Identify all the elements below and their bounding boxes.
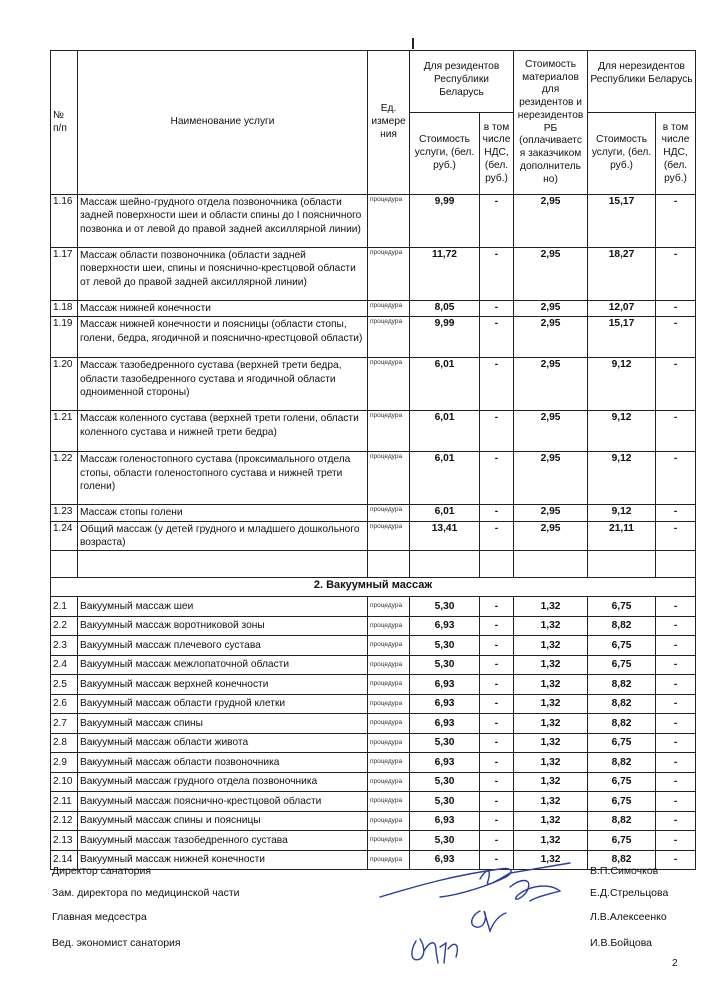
materials-cost: 2,95 xyxy=(514,195,588,248)
nonresident-vat: - xyxy=(656,831,696,851)
resident-cost: 9,99 xyxy=(410,317,480,358)
resident-cost: 6,93 xyxy=(410,850,480,870)
resident-vat: - xyxy=(480,195,514,248)
signatory-title: Зам. директора по медицинской части xyxy=(52,887,240,899)
service-name: Массаж нижней конечности xyxy=(78,301,368,317)
nonresident-cost: 6,75 xyxy=(588,831,656,851)
materials-cost: 1,32 xyxy=(514,675,588,695)
section-title: 2. Вакуумный массаж xyxy=(51,578,696,597)
unit-label: процедура xyxy=(368,248,410,301)
section-row xyxy=(51,578,696,597)
materials-cost: 2,95 xyxy=(514,301,588,317)
nonresident-vat: - xyxy=(656,772,696,792)
unit-label: процедура xyxy=(368,358,410,411)
signatory-title: Главная медсестра xyxy=(52,911,147,923)
row-number: 1.21 xyxy=(51,411,78,452)
resident-vat: - xyxy=(480,714,514,734)
service-name: Вакуумный массаж грудного отдела позвоночника xyxy=(78,772,368,792)
resident-cost: 6,93 xyxy=(410,753,480,773)
resident-cost: 6,01 xyxy=(410,452,480,505)
resident-cost: 11,72 xyxy=(410,248,480,301)
table-row xyxy=(51,772,696,792)
resident-vat: - xyxy=(480,831,514,851)
table-row xyxy=(51,714,696,734)
resident-vat: - xyxy=(480,733,514,753)
nonresident-cost: 8,82 xyxy=(588,675,656,695)
row-number: 2.4 xyxy=(51,655,78,675)
resident-vat: - xyxy=(480,636,514,656)
table-row xyxy=(51,733,696,753)
nonresident-vat: - xyxy=(656,358,696,411)
resident-cost: 6,01 xyxy=(410,411,480,452)
materials-cost: 1,32 xyxy=(514,694,588,714)
nonresident-cost: 8,82 xyxy=(588,694,656,714)
unit-label: процедура xyxy=(368,733,410,753)
table-row xyxy=(51,452,696,505)
nonresident-cost: 15,17 xyxy=(588,317,656,358)
table-row xyxy=(51,792,696,812)
nonresident-vat: - xyxy=(656,616,696,636)
massage-rows xyxy=(51,195,696,551)
table-row xyxy=(51,195,696,248)
resident-cost: 5,30 xyxy=(410,792,480,812)
unit-label: процедура xyxy=(368,714,410,734)
service-name: Вакуумный массаж шеи xyxy=(78,597,368,617)
blank-row xyxy=(51,551,696,578)
header-res-vat: в том числе НДС, (бел. руб.) xyxy=(480,113,514,195)
unit-label: процедура xyxy=(368,452,410,505)
service-name: Вакуумный массаж плечевого сустава xyxy=(78,636,368,656)
service-name: Вакуумный массаж тазобедренного сустава xyxy=(78,831,368,851)
row-number: 1.23 xyxy=(51,505,78,521)
unit-label: процедура xyxy=(368,521,410,551)
resident-vat: - xyxy=(480,694,514,714)
row-number: 2.5 xyxy=(51,675,78,695)
row-number: 2.7 xyxy=(51,714,78,734)
page-number: 2 xyxy=(672,958,678,969)
row-number: 2.6 xyxy=(51,694,78,714)
nonresident-vat: - xyxy=(656,850,696,870)
service-name: Вакуумный массаж межлопаточной области xyxy=(78,655,368,675)
nonresident-vat: - xyxy=(656,792,696,812)
nonresident-vat: - xyxy=(656,248,696,301)
row-number: 1.20 xyxy=(51,358,78,411)
materials-cost: 1,32 xyxy=(514,831,588,851)
resident-vat: - xyxy=(480,616,514,636)
nonresident-cost: 8,82 xyxy=(588,714,656,734)
table-row xyxy=(51,675,696,695)
row-number: 1.18 xyxy=(51,301,78,317)
unit-label: процедура xyxy=(368,616,410,636)
service-name: Вакуумный массаж спины xyxy=(78,714,368,734)
row-number: 2.1 xyxy=(51,597,78,617)
unit-label: процедура xyxy=(368,792,410,812)
materials-cost: 1,32 xyxy=(514,636,588,656)
nonresident-cost: 9,12 xyxy=(588,358,656,411)
resident-cost: 13,41 xyxy=(410,521,480,551)
table-row xyxy=(51,694,696,714)
service-name: Массаж тазобедренного сустава (верхней трети бедра, области тазобедренного сустава и ягодичной области одноименной стороны) xyxy=(78,358,368,411)
signatory-name: В.П.Симочков xyxy=(590,865,659,877)
resident-cost: 5,30 xyxy=(410,831,480,851)
table-row xyxy=(51,753,696,773)
signature-economist xyxy=(412,939,457,963)
resident-cost: 5,30 xyxy=(410,772,480,792)
service-name: Массаж области позвоночника (области задней поверхности шеи, спины и пояснично-крестцовой области от левой до правой задней аксиллярной линии) xyxy=(78,248,368,301)
nonresident-cost: 12,07 xyxy=(588,301,656,317)
header-res-cost: Стоимость услуги, (бел. руб.) xyxy=(410,113,480,195)
nonresident-vat: - xyxy=(656,597,696,617)
service-name: Вакуумный массаж воротниковой зоны xyxy=(78,616,368,636)
signatory-name: И.В.Бойцова xyxy=(590,937,653,949)
service-name: Массаж нижней конечности и поясницы (области стопы, голени, бедра, ягодичной и пояснично-крестцовой области) xyxy=(78,317,368,358)
signature-director xyxy=(380,863,570,897)
service-name: Вакуумный массаж пояснично-крестцовой области xyxy=(78,792,368,812)
nonresident-cost: 6,75 xyxy=(588,655,656,675)
nonresident-vat: - xyxy=(656,811,696,831)
nonresident-cost: 6,75 xyxy=(588,733,656,753)
materials-cost: 1,32 xyxy=(514,733,588,753)
row-number: 1.17 xyxy=(51,248,78,301)
nonresident-cost: 8,82 xyxy=(588,850,656,870)
resident-vat: - xyxy=(480,597,514,617)
resident-vat: - xyxy=(480,301,514,317)
nonresident-vat: - xyxy=(656,521,696,551)
nonresident-cost: 21,11 xyxy=(588,521,656,551)
header-nonresidents: Для нерезидентов Республики Беларусь xyxy=(588,51,696,113)
materials-cost: 2,95 xyxy=(514,248,588,301)
service-name: Массаж стопы голени xyxy=(78,505,368,521)
materials-cost: 2,95 xyxy=(514,411,588,452)
row-number: 2.11 xyxy=(51,792,78,812)
row-number: 1.22 xyxy=(51,452,78,505)
nonresident-cost: 18,27 xyxy=(588,248,656,301)
resident-vat: - xyxy=(480,772,514,792)
resident-vat: - xyxy=(480,521,514,551)
unit-label: процедура xyxy=(368,675,410,695)
nonresident-cost: 8,82 xyxy=(588,616,656,636)
service-name: Общий массаж (у детей грудного и младшего дошкольного возраста) xyxy=(78,521,368,551)
materials-cost: 2,95 xyxy=(514,317,588,358)
resident-cost: 8,05 xyxy=(410,301,480,317)
resident-vat: - xyxy=(480,850,514,870)
nonresident-vat: - xyxy=(656,452,696,505)
nonresident-cost: 15,17 xyxy=(588,195,656,248)
resident-cost: 5,30 xyxy=(410,655,480,675)
nonresident-cost: 9,12 xyxy=(588,452,656,505)
unit-label: процедура xyxy=(368,636,410,656)
table-row xyxy=(51,636,696,656)
resident-vat: - xyxy=(480,452,514,505)
header-num: № п/п xyxy=(51,51,78,195)
header-nonres-vat: в том числе НДС, (бел. руб.) xyxy=(656,113,696,195)
unit-label: процедура xyxy=(368,317,410,358)
nonresident-cost: 6,75 xyxy=(588,636,656,656)
unit-label: процедура xyxy=(368,850,410,870)
price-table xyxy=(50,50,696,870)
materials-cost: 1,32 xyxy=(514,753,588,773)
table-row xyxy=(51,521,696,551)
nonresident-vat: - xyxy=(656,753,696,773)
unit-label: процедура xyxy=(368,772,410,792)
nonresident-vat: - xyxy=(656,655,696,675)
table-row xyxy=(51,358,696,411)
resident-vat: - xyxy=(480,675,514,695)
nonresident-vat: - xyxy=(656,636,696,656)
materials-cost: 1,32 xyxy=(514,792,588,812)
signatory-title: Вед. экономист санатория xyxy=(52,937,181,949)
resident-cost: 6,93 xyxy=(410,616,480,636)
resident-vat: - xyxy=(480,753,514,773)
nonresident-vat: - xyxy=(656,694,696,714)
signatory-title: Директор санатория xyxy=(52,865,152,877)
table-row xyxy=(51,248,696,301)
nonresident-cost: 9,12 xyxy=(588,411,656,452)
row-number: 2.14 xyxy=(51,850,78,870)
service-name: Вакуумный массаж спины и поясницы xyxy=(78,811,368,831)
row-number: 2.9 xyxy=(51,753,78,773)
signature-deputy xyxy=(510,881,560,902)
resident-cost: 5,30 xyxy=(410,597,480,617)
service-name: Массаж шейно-грудного отдела позвоночника (области задней поверхности шеи и области спины до I поясничного позвонка и от левой до правой задней аксиллярной линии) xyxy=(78,195,368,248)
resident-cost: 6,93 xyxy=(410,811,480,831)
service-name: Вакуумный массаж области живота xyxy=(78,733,368,753)
unit-label: процедура xyxy=(368,597,410,617)
nonresident-cost: 8,82 xyxy=(588,811,656,831)
signature-head-nurse xyxy=(472,911,506,931)
service-name: Вакуумный массаж нижней конечности xyxy=(78,850,368,870)
nonresident-cost: 6,75 xyxy=(588,597,656,617)
header-residents: Для резидентов Республики Беларусь xyxy=(410,51,514,113)
resident-cost: 6,93 xyxy=(410,675,480,695)
resident-vat: - xyxy=(480,505,514,521)
nonresident-vat: - xyxy=(656,714,696,734)
nonresident-cost: 6,75 xyxy=(588,792,656,812)
nonresident-cost: 8,82 xyxy=(588,753,656,773)
materials-cost: 1,32 xyxy=(514,811,588,831)
unit-label: процедура xyxy=(368,195,410,248)
unit-label: процедура xyxy=(368,505,410,521)
table-row xyxy=(51,811,696,831)
header-service-name: Наименование услуги xyxy=(78,51,368,195)
unit-label: процедура xyxy=(368,811,410,831)
service-name: Вакуумный массаж области позвоночника xyxy=(78,753,368,773)
header-unit: Ед. измере ния xyxy=(368,51,410,195)
row-number: 2.2 xyxy=(51,616,78,636)
unit-label: процедура xyxy=(368,694,410,714)
service-name: Массаж коленного сустава (верхней трети голени, области коленного сустава и нижней трети бедра) xyxy=(78,411,368,452)
row-number: 1.24 xyxy=(51,521,78,551)
table-row xyxy=(51,616,696,636)
resident-vat: - xyxy=(480,792,514,812)
row-number: 2.12 xyxy=(51,811,78,831)
materials-cost: 2,95 xyxy=(514,358,588,411)
materials-cost: 1,32 xyxy=(514,597,588,617)
resident-cost: 6,01 xyxy=(410,505,480,521)
resident-vat: - xyxy=(480,411,514,452)
row-number: 1.19 xyxy=(51,317,78,358)
nonresident-vat: - xyxy=(656,505,696,521)
row-number: 2.3 xyxy=(51,636,78,656)
table-row xyxy=(51,597,696,617)
resident-cost: 5,30 xyxy=(410,636,480,656)
resident-cost: 9,99 xyxy=(410,195,480,248)
signatory-name: Е.Д.Стрельцова xyxy=(590,887,669,899)
unit-label: процедура xyxy=(368,753,410,773)
materials-cost: 2,95 xyxy=(514,452,588,505)
materials-cost: 1,32 xyxy=(514,772,588,792)
resident-cost: 5,30 xyxy=(410,733,480,753)
materials-cost: 2,95 xyxy=(514,521,588,551)
resident-cost: 6,93 xyxy=(410,714,480,734)
unit-label: процедура xyxy=(368,301,410,317)
service-name: Вакуумный массаж верхней конечности xyxy=(78,675,368,695)
resident-vat: - xyxy=(480,655,514,675)
resident-vat: - xyxy=(480,317,514,358)
resident-vat: - xyxy=(480,248,514,301)
table-row xyxy=(51,301,696,317)
table-row xyxy=(51,655,696,675)
resident-vat: - xyxy=(480,358,514,411)
materials-cost: 1,32 xyxy=(514,850,588,870)
table-row xyxy=(51,317,696,358)
unit-label: процедура xyxy=(368,655,410,675)
row-number: 1.16 xyxy=(51,195,78,248)
unit-label: процедура xyxy=(368,411,410,452)
nonresident-vat: - xyxy=(656,195,696,248)
materials-cost: 1,32 xyxy=(514,616,588,636)
header-materials: Стоимость материалов для резидентов и нерезидентов РБ (оплачиваетс я заказчиком дополнитель но) xyxy=(514,51,588,195)
service-name: Вакуумный массаж области грудной клетки xyxy=(78,694,368,714)
resident-cost: 6,01 xyxy=(410,358,480,411)
materials-cost: 1,32 xyxy=(514,655,588,675)
nonresident-vat: - xyxy=(656,675,696,695)
nonresident-vat: - xyxy=(656,411,696,452)
row-number: 2.13 xyxy=(51,831,78,851)
materials-cost: 2,95 xyxy=(514,505,588,521)
nonresident-cost: 9,12 xyxy=(588,505,656,521)
nonresident-vat: - xyxy=(656,301,696,317)
table-row xyxy=(51,411,696,452)
vacuum-rows xyxy=(51,597,696,870)
resident-cost: 6,93 xyxy=(410,694,480,714)
row-number: 2.10 xyxy=(51,772,78,792)
table-row xyxy=(51,831,696,851)
scan-mark xyxy=(410,37,416,51)
materials-cost: 1,32 xyxy=(514,714,588,734)
row-number: 2.8 xyxy=(51,733,78,753)
nonresident-vat: - xyxy=(656,317,696,358)
service-name: Массаж голеностопного сустава (проксимального отдела стопы, области голеностопного сустава и нижней трети голени) xyxy=(78,452,368,505)
nonresident-vat: - xyxy=(656,733,696,753)
signatory-name: Л.В.Алексеенко xyxy=(590,911,667,923)
unit-label: процедура xyxy=(368,831,410,851)
nonresident-cost: 6,75 xyxy=(588,772,656,792)
header-nonres-cost: Стоимость услуги, (бел. руб.) xyxy=(588,113,656,195)
table-row xyxy=(51,505,696,521)
handwritten-signatures xyxy=(360,855,600,975)
resident-vat: - xyxy=(480,811,514,831)
